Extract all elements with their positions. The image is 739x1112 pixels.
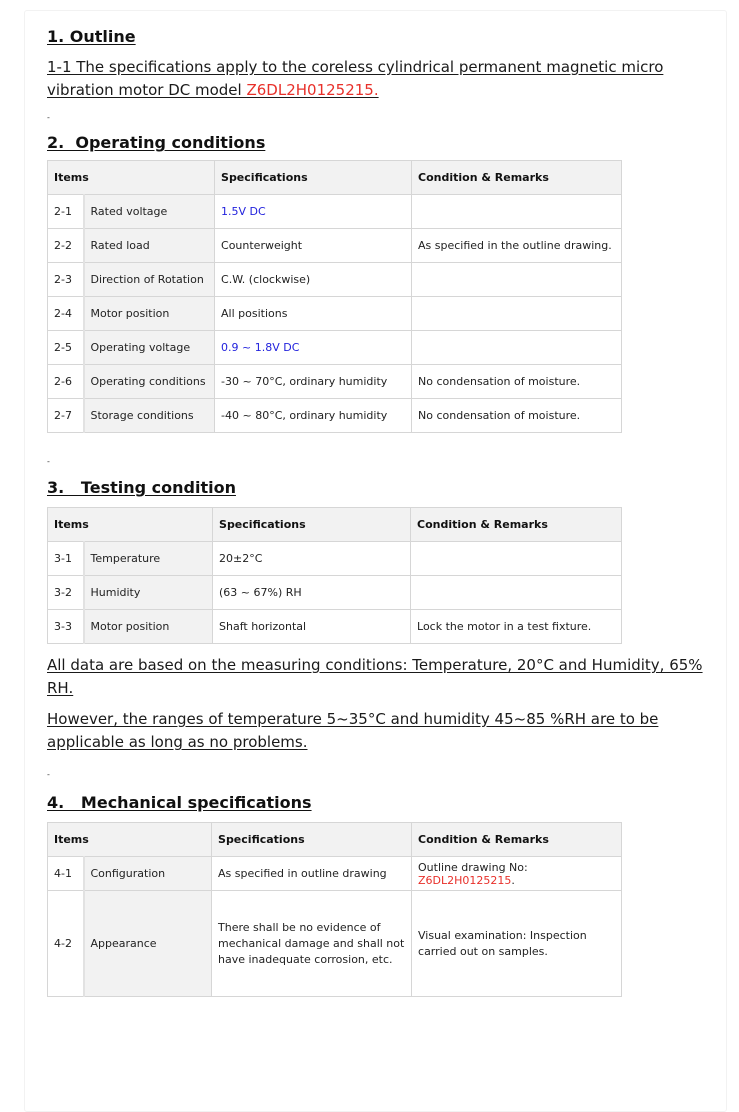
row-number: 3-2	[48, 576, 84, 610]
row-remarks	[412, 857, 622, 891]
header-items: Items	[48, 823, 212, 857]
row-spec: -40 ~ 80°C, ordinary humidity	[215, 399, 412, 433]
table-row	[48, 857, 622, 891]
row-number: 3-3	[48, 610, 84, 644]
mechanical-specifications-table	[47, 822, 622, 997]
row-spec: As specified in outline drawing	[212, 857, 412, 891]
applicable-ranges-note: However, the ranges of temperature 5~35°C and humidity 45~85 %RH are to be applicable as long as no problems.	[47, 710, 659, 751]
row-remarks: Visual examination: Inspection carried out on samples.	[412, 891, 622, 997]
operating-conditions-table	[47, 160, 622, 433]
row-spec: 0.9 ~ 1.8V DC	[215, 331, 412, 365]
heading-mechanical-specifications: 4. Mechanical specifications	[47, 793, 312, 812]
table-row	[48, 263, 622, 297]
row-item: Motor position	[84, 610, 213, 644]
outline-drawing-number: Z6DL2H0125215	[418, 873, 512, 887]
table-row	[48, 365, 622, 399]
row-spec: C.W. (clockwise)	[215, 263, 412, 297]
separator-dash: -	[47, 113, 50, 122]
row-remarks: Lock the motor in a test fixture.	[411, 610, 622, 644]
row-number: 4-2	[48, 891, 84, 997]
row-spec: -30 ~ 70°C, ordinary humidity	[215, 365, 412, 399]
row-number: 2-5	[48, 331, 84, 365]
row-item: Configuration	[84, 857, 212, 891]
row-item: Rated voltage	[84, 195, 215, 229]
row-item: Appearance	[84, 891, 212, 997]
row-number: 2-4	[48, 297, 84, 331]
table-row	[48, 195, 622, 229]
table-header-row	[48, 823, 622, 857]
outline-text: 1-1 The specifications apply to the coreless cylindrical permanent magnetic micro vibration motor DC model	[47, 58, 664, 99]
row-remarks	[412, 195, 622, 229]
row-number: 4-1	[48, 857, 84, 891]
table-row	[48, 891, 622, 997]
row-number: 2-7	[48, 399, 84, 433]
row-remarks	[412, 331, 622, 365]
row-spec: 1.5V DC	[215, 195, 412, 229]
row-number: 3-1	[48, 542, 84, 576]
table-header-row	[48, 508, 622, 542]
table-row	[48, 610, 622, 644]
header-items: Items	[48, 161, 215, 195]
remarks-suffix: .	[511, 873, 515, 887]
table-row	[48, 399, 622, 433]
table-row	[48, 331, 622, 365]
outline-paragraph	[47, 56, 707, 102]
model-number: Z6DL2H0125215.	[246, 81, 379, 99]
heading-testing-condition: 3. Testing condition	[47, 478, 236, 497]
row-remarks	[412, 263, 622, 297]
row-item: Direction of Rotation	[84, 263, 215, 297]
separator-dash: -	[47, 457, 50, 466]
table-row	[48, 542, 622, 576]
row-remarks	[412, 297, 622, 331]
row-spec: All positions	[215, 297, 412, 331]
row-item: Temperature	[84, 542, 213, 576]
header-remarks: Condition & Remarks	[412, 823, 622, 857]
table-header-row	[48, 161, 622, 195]
header-remarks: Condition & Remarks	[411, 508, 622, 542]
row-spec: 20±2°C	[213, 542, 411, 576]
heading-outline: 1. Outline	[47, 27, 136, 46]
row-number: 2-2	[48, 229, 84, 263]
header-items: Items	[48, 508, 213, 542]
table-row	[48, 229, 622, 263]
header-specifications: Specifications	[213, 508, 411, 542]
measuring-conditions-note: All data are based on the measuring conditions: Temperature, 20°C and Humidity, 65% RH.	[47, 656, 703, 697]
header-remarks: Condition & Remarks	[412, 161, 622, 195]
separator-dash: -	[47, 770, 50, 779]
row-item: Storage conditions	[84, 399, 215, 433]
header-specifications: Specifications	[212, 823, 412, 857]
row-number: 2-1	[48, 195, 84, 229]
row-spec: There shall be no evidence of mechanical damage and shall not have inadequate corrosion, etc.	[212, 891, 412, 997]
row-remarks	[411, 542, 622, 576]
row-item: Motor position	[84, 297, 215, 331]
row-item: Operating voltage	[84, 331, 215, 365]
row-remarks: As specified in the outline drawing.	[412, 229, 622, 263]
row-remarks: No condensation of moisture.	[412, 365, 622, 399]
row-spec: Counterweight	[215, 229, 412, 263]
heading-operating-conditions: 2. Operating conditions	[47, 133, 266, 152]
testing-condition-table	[47, 507, 622, 644]
row-remarks	[411, 576, 622, 610]
remarks-text: Outline drawing No:	[418, 860, 528, 874]
row-spec: (63 ~ 67%) RH	[213, 576, 411, 610]
table-row	[48, 297, 622, 331]
row-remarks: No condensation of moisture.	[412, 399, 622, 433]
row-number: 2-3	[48, 263, 84, 297]
row-item: Humidity	[84, 576, 213, 610]
header-specifications: Specifications	[215, 161, 412, 195]
row-number: 2-6	[48, 365, 84, 399]
row-spec: Shaft horizontal	[213, 610, 411, 644]
row-item: Rated load	[84, 229, 215, 263]
row-item: Operating conditions	[84, 365, 215, 399]
table-row	[48, 576, 622, 610]
